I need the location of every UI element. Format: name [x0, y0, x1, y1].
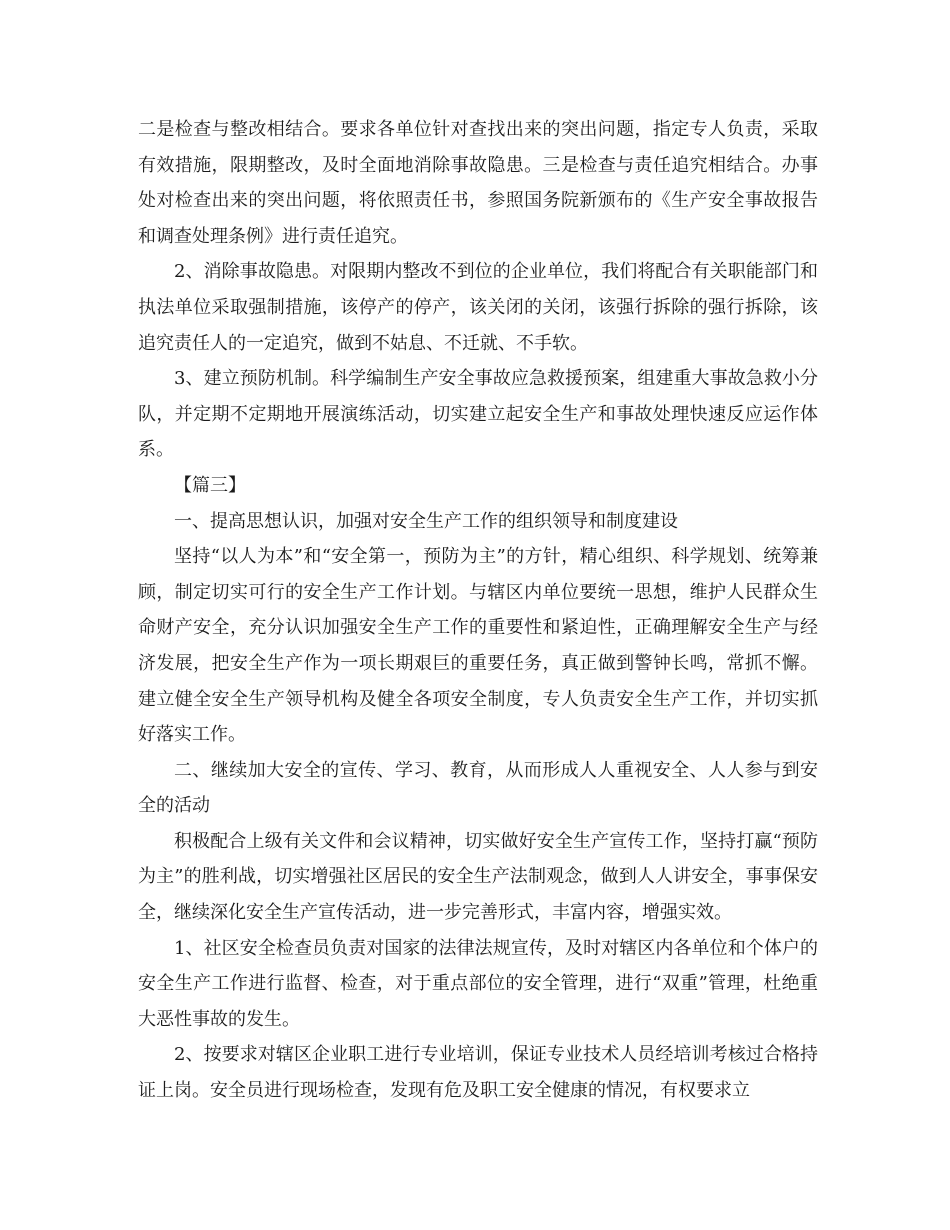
heading-raise-awareness: 一、提高思想认识，加强对安全生产工作的组织领导和制度建设	[174, 510, 678, 532]
paragraph-safety-inspector: 1、社区安全检查员负责对国家的法律法规宣传，及时对辖区内各单位和个体户的安全生产工作进行监督、检查，对于重点部位的安全管理，进行“双重”管理，杜绝重大恶性事故的发生。	[138, 937, 818, 1030]
paragraph-publicity-work: 积极配合上级有关文件和会议精神，切实做好安全生产宣传工作，坚持打赢“预防为主”的胜利战，切实增强社区居民的安全生产法制观念，做到人人讲安全，事事保安全，继续深化安全生产宣传活动，进一步完善形式，丰富内容，增强实效。	[138, 830, 818, 924]
section-heading-part-three: 【篇三】	[174, 474, 246, 496]
paragraph-people-oriented: 坚持“以人为本”和“安全第一，预防为主”的方针，精心组织、科学规划、统筹兼顾，制定切实可行的安全生产工作计划。与辖区内单位要统一思想，维护人民群众生命财产安全，充分认识加强安全生产工作的重要性和紧迫性，正确理解安全生产与经济发展，把安全生产作为一项长期艰巨的重要任务，真正做到警钟长鸣，常抓不懈。建立健全安全生产领导机构及健全各项安全制度，专人负责安全生产工作，并切实抓好落实工作。	[138, 546, 818, 746]
paragraph-eliminate-hazards: 2、消除事故隐患。对限期内整改不到位的企业单位，我们将配合有关职能部门和执法单位采取强制措施，该停产的停产，该关闭的关闭，该强行拆除的强行拆除，该追究责任人的一定追究，做到不姑息、不迁就、不手软。	[138, 261, 818, 354]
paragraph-prevention-mechanism: 3、建立预防机制。科学编制生产安全事故应急救援预案，组建重大事故急救小分队，并定期不定期地开展演练活动，切实建立起安全生产和事故处理快速反应运作体系。	[138, 368, 818, 461]
heading-publicity-education: 二、继续加大安全的宣传、学习、教育，从而形成人人重视安全、人人参与到安全的活动	[138, 759, 818, 817]
paragraph-inspection-rectification: 二是检查与整改相结合。要求各单位针对查找出来的突出问题，指定专人负责，采取有效措施，限期整改，及时全面地消除事故隐患。三是检查与责任追究相结合。办事处对检查出来的突出问题，将依照责任书，参照国务院新颁布的《生产安全事故报告和调查处理条例》进行责任追究。	[138, 119, 818, 247]
paragraph-staff-training: 2、按要求对辖区企业职工进行专业培训，保证专业技术人员经培训考核过合格持证上岗。安全员进行现场检查，发现有危及职工安全健康的情况，有权要求立	[138, 1044, 818, 1102]
document-body	[138, 112, 818, 1109]
